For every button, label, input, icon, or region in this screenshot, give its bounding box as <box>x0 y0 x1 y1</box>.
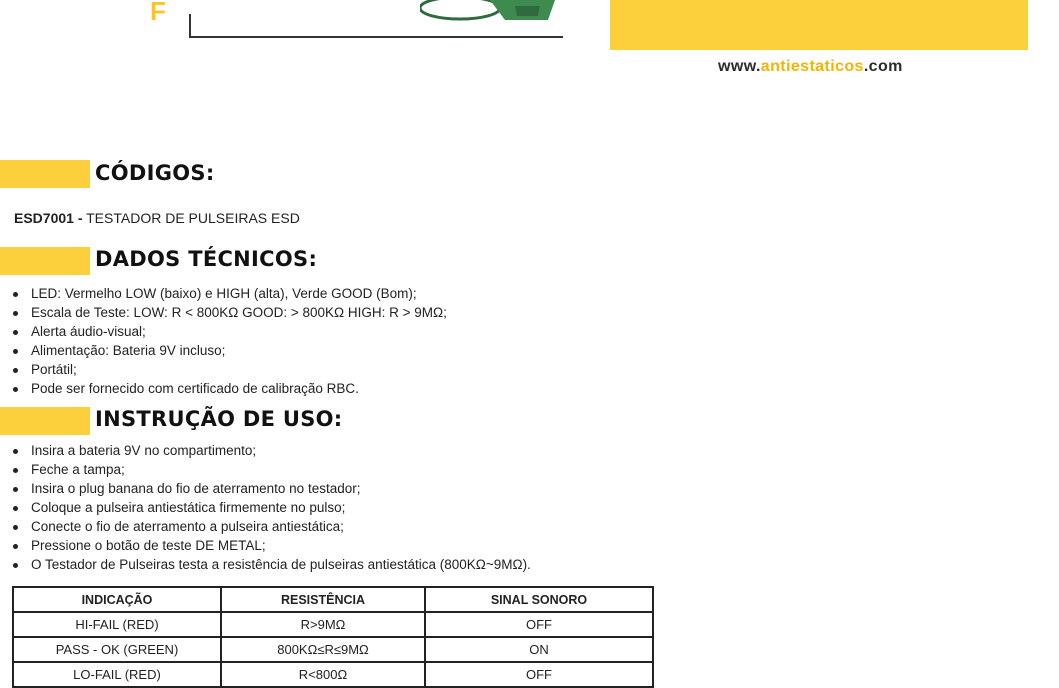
brand-vertical-letter: F <box>150 0 166 22</box>
list-item: Portátil; <box>31 360 447 379</box>
section-bar-codigos <box>0 160 90 188</box>
list-item: Alimentação: Bateria 9V incluso; <box>31 341 447 360</box>
section-title-instrucao: INSTRUÇÃO DE USO: <box>95 407 343 431</box>
list-item: LED: Vermelho LOW (baixo) e HIGH (alta), Verde GOOD (Bom); <box>31 284 447 303</box>
product-image <box>420 0 555 24</box>
list-item: Pode ser fornecido com certificado de calibração RBC. <box>31 379 447 398</box>
list-item: Feche a tampa; <box>31 460 531 479</box>
website-suffix: .com <box>863 58 903 75</box>
table-row <box>13 612 653 637</box>
website-url[interactable] <box>718 58 903 76</box>
product-code: ESD7001 - <box>14 210 83 226</box>
frame-line-bottom <box>189 36 563 38</box>
table-cell: 800KΩ≤R≤9MΩ <box>221 637 425 662</box>
header-resistencia: RESISTÊNCIA <box>221 587 425 612</box>
list-item: Alerta áudio-visual; <box>31 322 447 341</box>
website-accent: antiestaticos <box>760 58 864 75</box>
instructions-list <box>0 441 531 574</box>
table-cell: LO-FAIL (RED) <box>13 662 221 687</box>
section-bar-dados <box>0 247 90 275</box>
indication-table <box>12 586 654 688</box>
list-item: Pressione o botão de teste DE METAL; <box>31 536 531 555</box>
header-yellow-band <box>610 0 1028 50</box>
product-description: TESTADOR DE PULSEIRAS ESD <box>86 210 300 226</box>
product-code-line <box>14 210 300 226</box>
list-item: Insira a bateria 9V no compartimento; <box>31 441 531 460</box>
header-sinal-sonoro: SINAL SONORO <box>425 587 653 612</box>
list-item: Coloque a pulseira antiestática firmemente no pulso; <box>31 498 531 517</box>
section-bar-instrucao <box>0 407 90 435</box>
table-header-row <box>13 587 653 612</box>
tech-specs-list <box>0 284 447 398</box>
header-indicacao: INDICAÇÃO <box>13 587 221 612</box>
list-item: Conecte o fio de aterramento a pulseira antiestática; <box>31 517 531 536</box>
section-title-dados: DADOS TÉCNICOS: <box>95 247 318 271</box>
table-cell: R>9MΩ <box>221 612 425 637</box>
website-prefix: www. <box>718 58 761 75</box>
section-title-codigos: CÓDIGOS: <box>95 161 215 185</box>
table-cell: R<800Ω <box>221 662 425 687</box>
table-row <box>13 637 653 662</box>
list-item: O Testador de Pulseiras testa a resistência de pulseiras antiestática (800KΩ~9MΩ). <box>31 557 531 572</box>
table-cell: OFF <box>425 662 653 687</box>
table-cell: OFF <box>425 612 653 637</box>
table-cell: ON <box>425 637 653 662</box>
table-cell: PASS - OK (GREEN) <box>13 637 221 662</box>
frame-line-left <box>189 14 191 38</box>
list-item: Insira o plug banana do fio de aterramento no testador; <box>31 479 531 498</box>
list-item: Escala de Teste: LOW: R < 800KΩ GOOD: > 800KΩ HIGH: R > 9MΩ; <box>31 305 447 320</box>
table-cell: HI-FAIL (RED) <box>13 612 221 637</box>
